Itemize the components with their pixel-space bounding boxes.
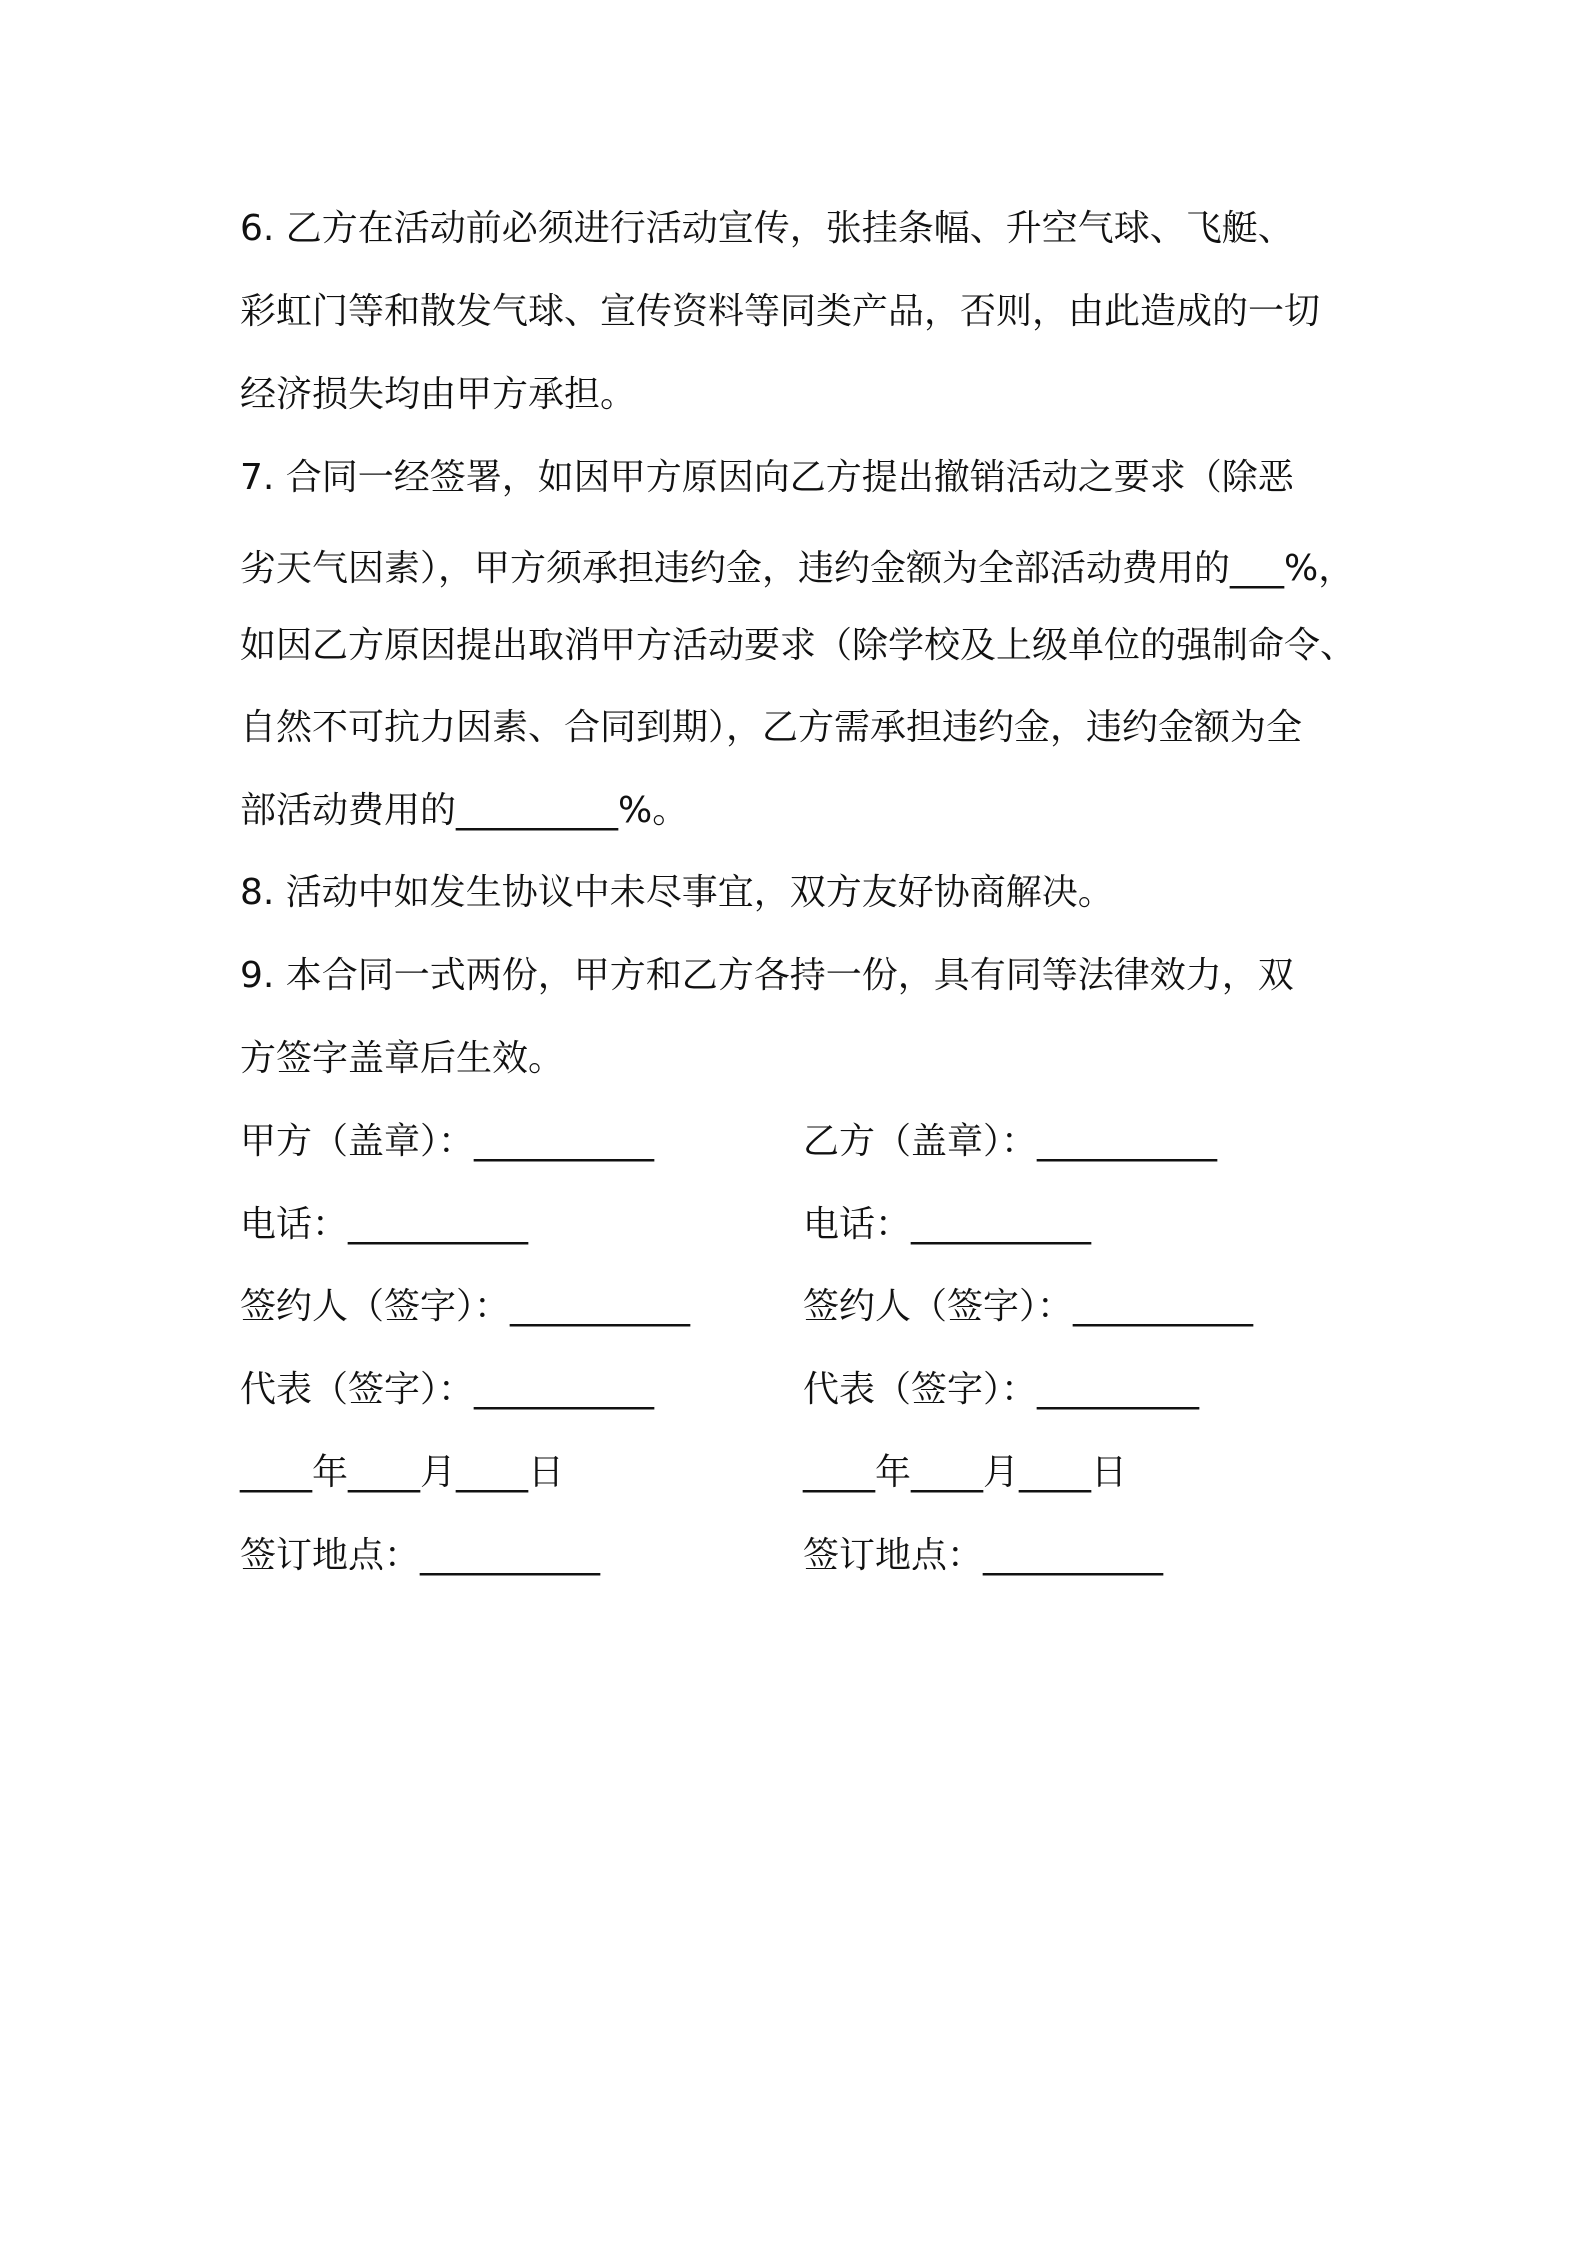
clause-7-line-2: 劣天气因素），甲方须承担违约金，违约金额为全部活动费用的___%， <box>240 548 1355 589</box>
clause-8-line-1: 8. 活动中如发生协议中未尽事宜，双方友好协商解决。 <box>240 872 1114 913</box>
party-b-seal-field: 乙方（盖章）：__________ <box>803 1121 1218 1162</box>
clause-7-line-1: 7. 合同一经签署，如因甲方原因向乙方提出撤销活动之要求（除恶 <box>240 457 1294 498</box>
party-a-date-field: ____年____月____日 <box>240 1452 565 1493</box>
party-b-representative-field: 代表（签字）：_________ <box>803 1369 1200 1410</box>
party-b-phone-field: 电话：__________ <box>803 1204 1092 1245</box>
party-b-place-field: 签订地点：__________ <box>803 1535 1164 1576</box>
party-b-date-field: ____年____月____日 <box>803 1452 1128 1493</box>
clause-6-line-2: 彩虹门等和散发气球、宣传资料等同类产品，否则，由此造成的一切 <box>240 291 1321 332</box>
clause-6-line-3: 经济损失均由甲方承担。 <box>240 374 637 415</box>
clause-7-line-5: 部活动费用的_________%。 <box>240 790 689 831</box>
clause-9-line-2: 方签字盖章后生效。 <box>240 1038 565 1079</box>
party-a-representative-field: 代表（签字）：__________ <box>240 1369 655 1410</box>
party-b-signer-field: 签约人（签字）：__________ <box>803 1286 1254 1327</box>
clause-7-line-4: 自然不可抗力因素、合同到期），乙方需承担违约金，违约金额为全 <box>240 707 1303 748</box>
clause-7-line-3: 如因乙方原因提出取消甲方活动要求（除学校及上级单位的强制命令、 <box>240 625 1357 666</box>
party-a-phone-field: 电话：__________ <box>240 1204 529 1245</box>
party-a-seal-field: 甲方（盖章）：__________ <box>240 1121 655 1162</box>
clause-9-line-1: 9. 本合同一式两份，甲方和乙方各持一份，具有同等法律效力，双 <box>240 955 1294 996</box>
clause-6-line-1: 6. 乙方在活动前必须进行活动宣传，张挂条幅、升空气球、飞艇、 <box>240 208 1294 249</box>
party-a-place-field: 签订地点：__________ <box>240 1535 601 1576</box>
party-a-signer-field: 签约人（签字）：__________ <box>240 1286 691 1327</box>
